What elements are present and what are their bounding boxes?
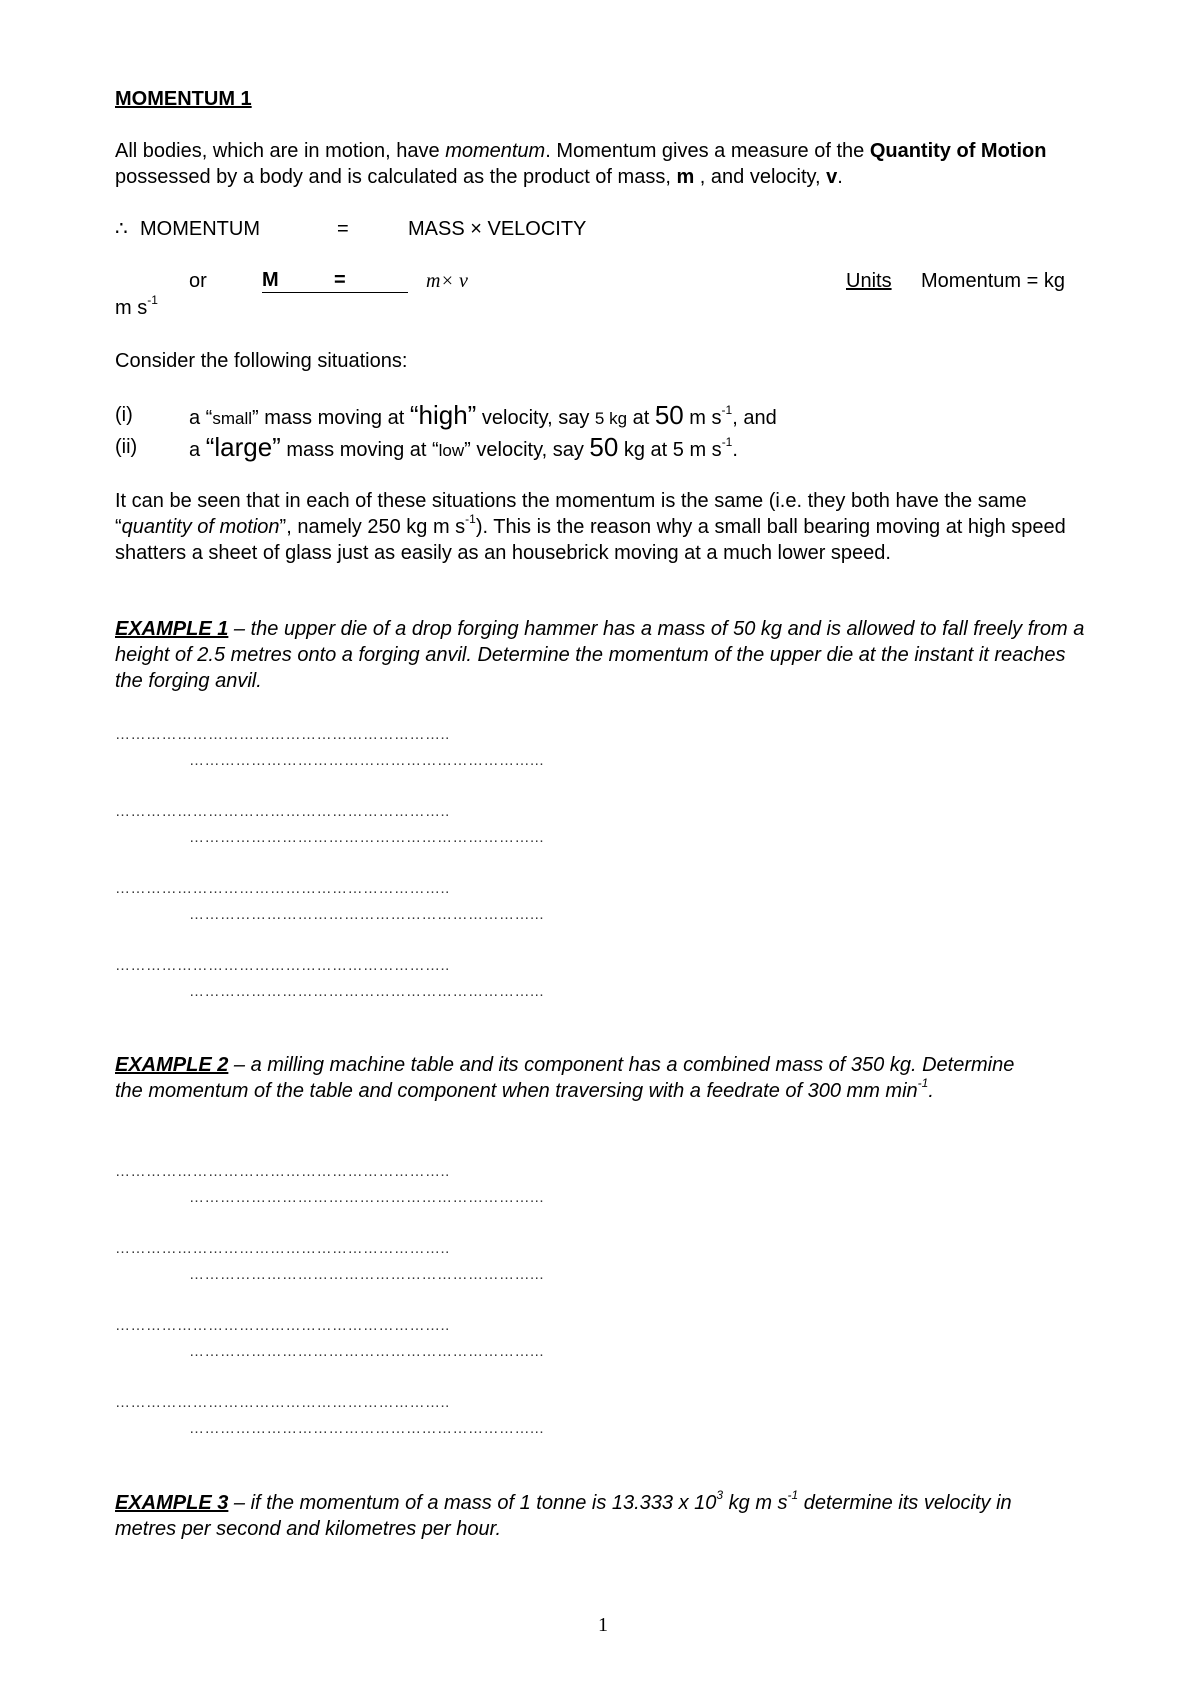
page-title: MOMENTUM 1 bbox=[115, 88, 252, 110]
answer-line: …………………………………………………………... bbox=[189, 829, 545, 846]
answer-line: …………………………………………………………... bbox=[189, 1343, 545, 1360]
conclusion-paragraph: It can be seen that in each of these situations the momentum is the same (i.e. they both have the same “quantity of motion”, namely 250 kg m $s^{-1}$). This is the reason why a small ball bearing moving at high speed shatters a sheet of glass just as easily as an housebrick moving at a much lower speed. bbox=[115, 490, 1066, 564]
answer-line: …………………………………………………………... bbox=[189, 906, 545, 923]
formula-equals: = bbox=[337, 218, 349, 240]
situation-ii-text: a “large” mass moving at “low” velocity, say 50 kg at 5 m $s^{-1}$. bbox=[189, 432, 738, 462]
formula-lhs: MOMENTUM bbox=[140, 218, 260, 240]
answer-line: ……………………………………………………….. bbox=[115, 957, 450, 974]
formula-m-times-v: m× v bbox=[426, 270, 468, 292]
situation-number: (ii) bbox=[115, 436, 138, 458]
situation-number: (i) bbox=[115, 404, 133, 426]
answer-line: ……………………………………………………….. bbox=[115, 1394, 450, 1411]
formula-or: or bbox=[189, 270, 207, 292]
units-text: Momentum = kg bbox=[921, 270, 1065, 292]
units-label: Units bbox=[846, 270, 892, 292]
therefore-symbol: ∴ bbox=[115, 218, 128, 240]
answer-line: ……………………………………………………….. bbox=[115, 1163, 450, 1180]
formula-rhs: MASS × VELOCITY bbox=[408, 218, 587, 240]
answer-line: ……………………………………………………….. bbox=[115, 1317, 450, 1334]
formula-m-underlined: M = bbox=[262, 268, 408, 293]
answer-line: ……………………………………………………….. bbox=[115, 1240, 450, 1257]
answer-line: …………………………………………………………... bbox=[189, 1420, 545, 1437]
example-3: EXAMPLE 3 – if the momentum of a mass of 1 tonne is 13.333 x $10^3$ kg m $s^{-1}$ determine its velocity in metres per second and kilometres per hour. bbox=[115, 1488, 1012, 1540]
answer-line: …………………………………………………………... bbox=[189, 1189, 545, 1206]
answer-line: ……………………………………………………….. bbox=[115, 880, 450, 897]
units-continued: m $s^{-1}$ bbox=[115, 293, 158, 319]
answer-line: …………………………………………………………... bbox=[189, 752, 545, 769]
example-1: EXAMPLE 1 – the upper die of a drop forging hammer has a mass of 50 kg and is allowed to fall freely from a height of 2.5 metres onto a forging anvil. Determine the momentum of the upper die at the instant it reaches the forging anvil. bbox=[115, 618, 1085, 692]
page-number: 1 bbox=[598, 1614, 608, 1636]
intro-paragraph: All bodies, which are in motion, have momentum. Momentum gives a measure of the Quantity of Motion possessed by a body and is calculated as the product of mass, m , and velocity, v. bbox=[115, 140, 1047, 188]
consider-heading: Consider the following situations: bbox=[115, 350, 408, 372]
answer-line: ……………………………………………………….. bbox=[115, 726, 450, 743]
answer-line: …………………………………………………………... bbox=[189, 983, 545, 1000]
situation-i-text: a “small” mass moving at “high” velocity, say 5 kg at 50 m $s^{-1}$, and bbox=[189, 400, 777, 430]
answer-line: …………………………………………………………... bbox=[189, 1266, 545, 1283]
example-2: EXAMPLE 2 – a milling machine table and its component has a combined mass of 350 kg. Determine the momentum of the table and component when traversing with a feedrate of 300 mm $\min^{-1}$. bbox=[115, 1054, 1015, 1102]
answer-line: ……………………………………………………….. bbox=[115, 803, 450, 820]
